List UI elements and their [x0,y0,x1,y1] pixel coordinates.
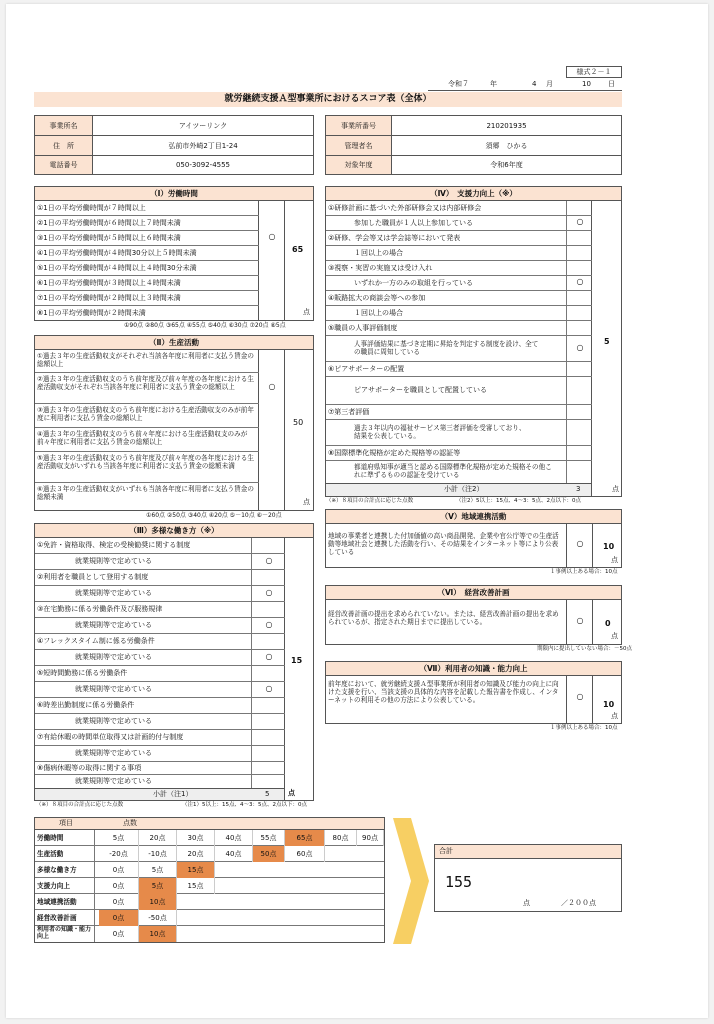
section-production [34,335,314,511]
summary-cell: 0点 [99,878,139,894]
section-score: 10 [603,542,615,551]
date-month-unit: 月 [546,80,553,88]
summary-cell: 30点 [177,830,215,846]
year-label: 対象年度 [326,156,392,174]
mark-3: ○ [576,277,584,286]
list-item-head: ⑤短時間勤務に係る労働条件 [35,666,285,682]
subtotal-label: 小計（注2） [444,485,484,493]
section-regional [325,509,622,568]
summary-cell-selected: 0点 [99,910,139,926]
summary-cell-selected: 10点 [139,894,177,910]
summary-cell: 0点 [99,926,139,942]
list-item: ⑤過去３年の生産活動収支のうち前年度及び前々年度の各年度における生産活動収支がいずれも当該各年度に利用者に支払う賃金の総額未満 [35,452,259,483]
section-title: （Ⅴ）地域連携活動 [326,510,621,524]
note-2: （注1）5以上：15点、4～3：5点、2点以下：0点 [182,802,307,808]
summary-row-label: 経営改善計画 [35,910,95,926]
total-unit: 点 [523,899,530,907]
note: 期限内に提出していない場合：－50点 [537,646,632,652]
list-item-head: ②利用者を職員として登用する制度 [35,570,285,586]
list-item-sub: 就業規則等で定めている [75,777,152,785]
summary-cell: 5点 [99,830,139,846]
address-label: 住 所 [35,136,93,156]
summary-row [35,878,384,894]
section-title: （Ⅶ）利用者の知識・能力向上 [326,662,621,676]
s4-items [326,201,592,483]
mark-3: ○ [265,620,273,629]
score-unit: 点 [611,712,618,720]
s5-mark-col [566,524,593,567]
note: （※）８項目の合計点に応じた点数 [36,802,124,808]
summary-col-item: 項目 [59,819,73,827]
subtotal-label: 小計（注1） [153,790,193,798]
list-item-head: ①研修計画に基づいた外部研修会又は内部研修会 [326,201,592,216]
section-labor-hours [34,186,314,321]
section-title: （Ⅱ）生産活動 [35,336,313,350]
note: （※）８項目の合計点に応じた点数 [326,498,414,504]
summary-cell: -10点 [139,846,177,862]
date-line [428,80,622,91]
list-item: ②過去３年の生産活動収支のうち前年度及び前々年度の各年度における生産活動収支がそれぞれ当該各年度に利用者に支払う賃金の総額以上 [35,373,259,404]
summary-row [35,862,384,878]
summary-cell: -50点 [139,910,177,926]
phone: 050-3092-4555 [175,161,231,169]
list-item-sub: 就業規則等で定めている [35,586,285,602]
summary-table [34,817,385,943]
note: １事例以上ある場合：10点 [550,725,618,731]
s1-items [35,201,259,321]
list-item-sub: 就業規則等で定めている [35,618,285,634]
summary-row-label: 利用者の知識・能力向上 [35,926,95,942]
mark-4: ○ [265,652,273,661]
total-label: 合計 [435,845,621,859]
manager-label: 管理者名 [326,136,392,156]
selected-mark: ○ [268,232,276,241]
summary-row [35,846,384,862]
section-score: 15 [291,656,303,665]
score-unit: 点 [612,485,619,493]
office-name-label: 事業所名 [35,116,93,136]
summary-cell: 40点 [215,846,253,862]
summary-cell: 0点 [99,862,139,878]
summary-header [35,818,384,830]
summary-cell: 15点 [177,878,215,894]
total-box [434,844,622,912]
s2-mark-col [259,350,285,511]
s6-mark-col [566,600,593,644]
mark-2: ○ [265,588,273,597]
summary-row-label: 地域連携活動 [35,894,95,910]
list-item-head: ③在宅勤務に係る労働条件及び服務規律 [35,602,285,618]
section-text: 前年度において、就労継続支援Ａ型事業所が利用者の知識及び能力の向上に向けた支援を行い、当該支援の具体的な内容を記載した報告書を作成し、インターネットの利用その他の方法により公表している。 [328,680,559,705]
list-item-sub: 就業規則等で定めている [35,650,285,666]
list-item: ⑦1日の平均労働時間が２時間以上３時間未満 [35,291,259,306]
mark-1: ○ [265,556,273,565]
selected-mark: ○ [268,382,276,391]
s4-mark-col [566,201,592,483]
date-era: 令和７ [448,80,469,88]
summary-cell: -20点 [99,846,139,862]
list-item-sub: 過去３年以内の福祉サービス第三者評価を受審しており、結果を公表している。 [326,420,592,446]
summary-cell-selected: 10点 [139,926,177,942]
list-item-head: ⑧傷病休暇等の取得に関する事項 [35,762,285,775]
list-item-sub: １回以上の場合 [326,246,592,261]
list-item: ①過去３年の生産活動収支がそれぞれ当該各年度に利用者に支払う賃金の総額以上 [35,350,259,373]
list-item-head: ①免許・資格取得、検定の受検勧奨に関する制度 [35,538,285,554]
section-score: 65 [292,245,304,254]
selected-mark: ○ [576,616,584,625]
office-no: 210201935 [392,116,621,136]
s3-items [35,538,285,788]
section-title: （Ⅰ）労働時間 [35,187,313,201]
summary-cell-selected: 50点 [253,846,285,862]
office-name: アイツーリンク [93,116,313,136]
list-item-sub: 就業規則等で定めている [35,714,285,730]
list-item-head: ④フレックスタイム制に係る労働条件 [35,634,285,650]
list-item-sub: 就業規則等で定めている [35,682,285,698]
subtotal-row [35,788,285,800]
summary-row-label: 支援力向上 [35,878,95,894]
section-title: （Ⅲ）多様な働き方（※） [35,524,313,538]
date-year-unit: 年 [490,80,497,88]
summary-cell-selected: 15点 [177,862,215,878]
section-score: 5 [604,337,610,346]
section-support-capacity [325,186,622,497]
section-work-styles [34,523,314,801]
list-item: ②1日の平均労働時間が６時間以上７時間未満 [35,216,259,231]
mark-5: ○ [576,343,584,352]
office-no-label: 事業所番号 [326,116,392,136]
summary-row-label: 労働時間 [35,830,95,846]
section-management-plan [325,585,622,645]
list-item-sub: 参加した職員が１人以上参加している [326,216,592,231]
score-legend: ①90点 ②80点 ③65点 ④55点 ⑤40点 ⑥30点 ⑦20点 ⑧5点 [124,322,286,329]
date-month: 4 [532,80,537,88]
list-item-head: ⑦有給休暇の時間単位取得又は計画的付与制度 [35,730,285,746]
summary-cell: 80点 [325,830,357,846]
summary-cell: 55点 [253,830,285,846]
list-item: ④過去３年の生産活動収支のうち前々年度における生産活動収支のみが前々年度に利用者に支払う賃金の総額以上 [35,428,259,452]
section-score: 10 [603,700,615,709]
note-2: （注2）5以上：15点、4～3：5点、2点以下：0点 [456,498,581,504]
list-item: ③過去３年の生産活動収支のうち前年度における生産活動収支のみが前年度に利用者に支払う賃金の総額以上 [35,404,259,428]
subtotal-row [326,483,592,496]
phone-label: 電話番号 [35,156,93,174]
summary-cell: 90点 [357,830,384,846]
score-unit: 点 [303,308,310,316]
target-year: 令和6年度 [490,161,523,169]
summary-row [35,926,384,942]
list-item-head: ⑧国際標準化規格が定めた規格等の認証等 [326,446,592,461]
s7-mark-col [566,676,593,723]
address: 弘前市外崎2丁目1-24 [93,136,313,156]
section-user-skills [325,661,622,724]
list-item-head: ⑤職員の人事評価制度 [326,321,592,336]
list-item-sub: 就業規則等で定めている [35,554,285,570]
list-item-head: ④販路拡大の商談会等への参加 [326,291,592,306]
list-item: ⑥1日の平均労働時間が３時間以上４時間未満 [35,276,259,291]
info-right [325,115,622,175]
score-unit: 点 [303,498,310,506]
list-item-sub: 人事評価結果に基づき定期に昇給を判定する制度を設け、全ての職員に周知している [326,336,592,362]
info-left [34,115,314,175]
list-item-head: ③視察・実習の実施又は受け入れ [326,261,592,276]
selected-mark: ○ [576,692,584,701]
list-item-sub: いずれか一方のみの取組を行っている [326,276,592,291]
mark-1: ○ [576,217,584,226]
list-item-head: ⑦第三者評価 [326,405,592,420]
score-unit: 点 [611,632,618,640]
list-item-sub: １回以上の場合 [326,306,592,321]
list-item-head: ⑥ピアサポーターの配置 [326,362,592,377]
section-title: （Ⅵ） 経営改善計画 [326,586,621,600]
total-value: 155 [445,873,473,891]
summary-col-score: 点数 [123,819,137,827]
summary-row [35,910,384,926]
score-sheet [6,4,708,1018]
summary-cell: 60点 [285,846,325,862]
arrow-shape [391,816,431,946]
list-item-sub: ピアサポーターを職員として配置している [326,377,592,405]
date-day-unit: 日 [608,80,615,88]
total-max: ／２００点 [561,899,596,907]
score-unit: 点 [288,789,295,797]
summary-cell: 20点 [177,846,215,862]
section-text: 地域の事業者と連携した付加価値の高い商品開発、企業や官公庁等での生産活動等地域社会と連携した活動を行い、その結果をインターネット等により公表している [328,532,559,557]
form-number: 様式２－１ [566,66,622,78]
list-item: ①1日の平均労働時間が７時間以上 [35,201,259,216]
list-item-sub: 就業規則等で定めている [35,746,285,762]
s1-mark-col [259,201,285,321]
page-title: 就労継続支援Ａ型事業所におけるスコア表（全体） [34,92,622,107]
summary-cell: 40点 [215,830,253,846]
section-title: （Ⅳ） 支援力向上（※） [326,187,621,201]
manager: 須郷 ひかる [392,136,621,156]
section-score: 0 [605,619,611,628]
summary-rows [35,830,384,942]
summary-row-label: 多様な働き方 [35,862,95,878]
summary-row [35,894,384,910]
summary-cell: 5点 [139,862,177,878]
list-item: ③1日の平均労働時間が５時間以上６時間未満 [35,231,259,246]
list-item: ⑤1日の平均労働時間が４時間以上４時間30分未満 [35,261,259,276]
s3-mark-col [251,538,285,788]
summary-cell-selected: 5点 [139,878,177,894]
s2-items [35,350,259,511]
note: １事例以上ある場合：10点 [550,569,618,575]
list-item: ⑧1日の平均労働時間が２時間未満 [37,309,146,317]
list-item-head: ⑥時差出勤制度に係る労働条件 [35,698,285,714]
summary-row [35,830,384,846]
section-score: 50 [293,418,304,427]
score-legend: ①60点 ②50点 ③40点 ④20点 ⑤－10点 ⑥－20点 [146,512,282,519]
list-item-head: ②研修、学会等又は学会誌等において発表 [326,231,592,246]
mark-5: ○ [265,684,273,693]
summary-cell: 0点 [99,894,139,910]
section-text: 経営改善計画の提出を求められていない。または、経営改善計画の提出を求められているが、指定された期日までに提出している。 [328,610,559,627]
list-item-sub: 都道府県知事が適当と認める国際標準化規格が定めた規格その他これに準ずるものの認証を受けている [354,463,552,480]
summary-row-label: 生産活動 [35,846,95,862]
summary-cell: 20点 [139,830,177,846]
summary-cell-selected: 65点 [285,830,325,846]
date-day: 10 [582,80,591,88]
list-item: ④1日の平均労働時間が４時間30分以上５時間未満 [35,246,259,261]
selected-mark: ○ [576,539,584,548]
score-unit: 点 [611,556,618,564]
list-item: ⑥過去３年の生産活動収支がいずれも当該各年度に利用者に支払う賃金の総額未満 [37,485,254,502]
subtotal-value: 3 [576,485,581,493]
subtotal-value: 5 [265,790,270,798]
